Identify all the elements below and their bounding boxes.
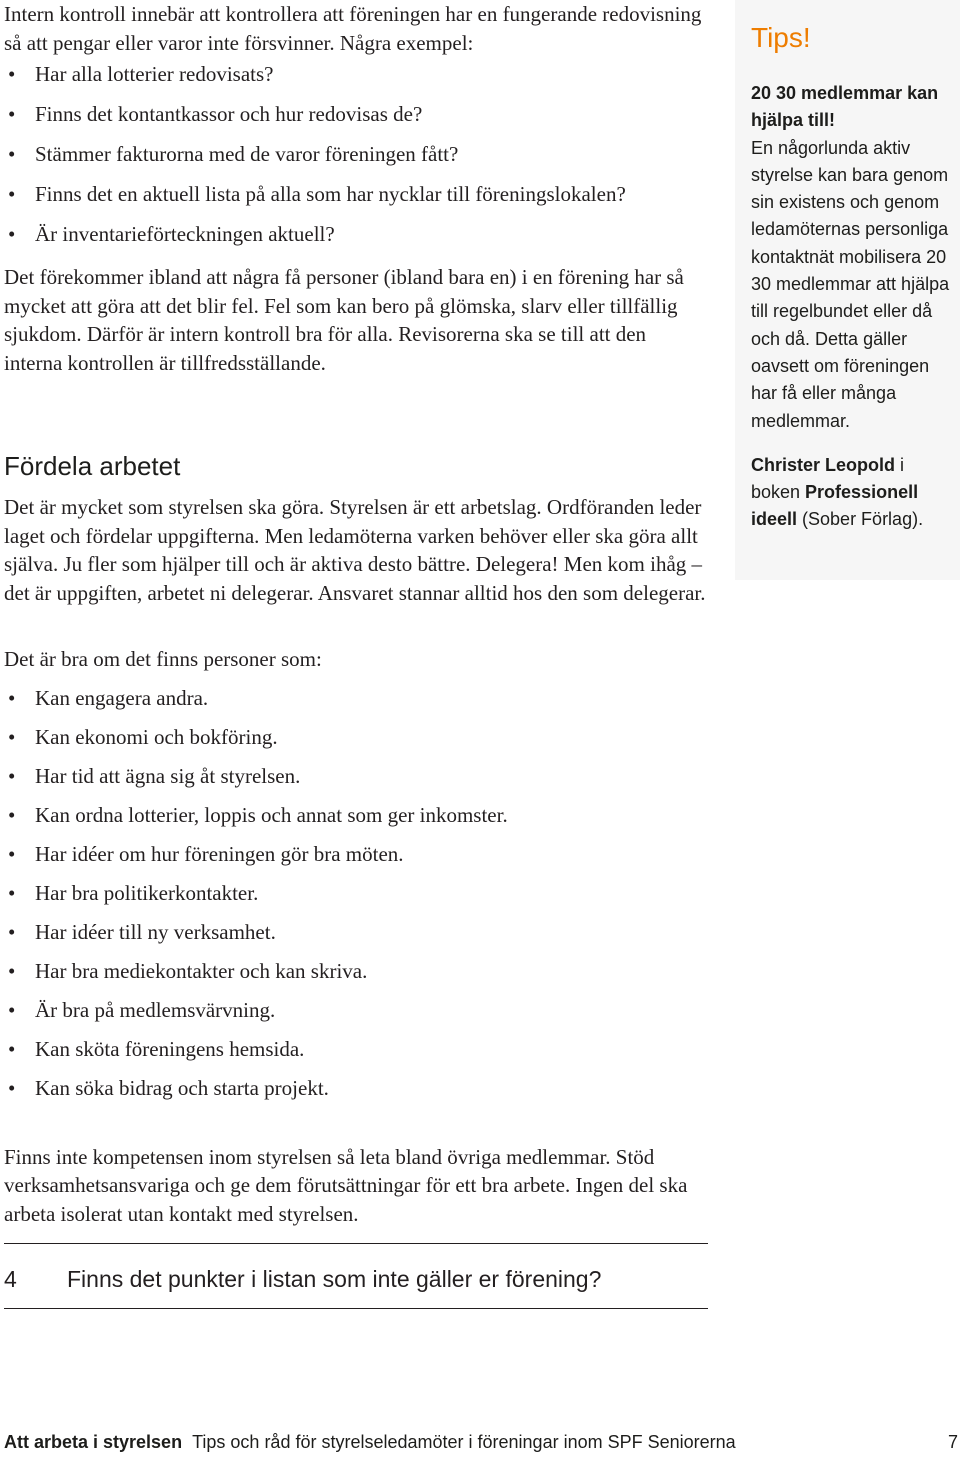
intro-paragraph: Intern kontroll innebär att kontrollera att föreningen har en fungerande redovisning så att pengar eller varor inte försvinner. Några exempel: [4,2,702,55]
source-publisher: (Sober Förlag). [797,509,924,530]
question-number: 4 [4,1266,17,1292]
list-item: • Kan ordna lotterier, loppis och annat som ger inkomster. [4,801,708,840]
list-item: • Finns det en aktuell lista på alla som har nycklar till föreningslokalen? [4,180,708,220]
tips-body [751,80,956,534]
list-item: • Kan sköta föreningens hemsida. [4,1035,708,1074]
paragraph-competence: Finns inte kompetensen inom styrelsen så leta bland övriga medlemmar. Stöd verksamhetsansvariga och ge dem förutsättningar för ett bra arbete. Ingen del ska arbeta isolerat utan kontakt med styrelsen. [4,1144,688,1226]
list-item: • Har bra mediekontakter och kan skriva. [4,957,708,996]
page-number: 7 [947,1432,958,1452]
page-footer [4,1430,960,1454]
tips-headline: 20 30 medlemmar kan hjälpa till! [751,83,939,131]
footer-title: Att arbeta i styrelsen [4,1432,183,1452]
tips-text: En någorlunda aktiv styrelse kan bara genom sin existens och genom ledamöternas personliga kontaktnät mobilisera 20 30 medlemmar att hjälpa till regelbundet eller då och då. Detta gäller oavsett om föreningen har få eller många medlemmar. [751,137,950,431]
intro-list [4,60,708,260]
list-item: • Kan ekonomi och bokföring. [4,723,708,762]
source-connector: i boken [751,454,905,503]
question-text: Finns det punkter i listan som inte gäller er förening? [67,1266,602,1292]
list-item: • Kan söka bidrag och starta projekt. [4,1074,708,1113]
list-item: • Har alla lotterier redovisats? [4,60,708,100]
tips-source [751,452,956,534]
list-item: • Är inventarieförteckningen aktuell? [4,220,708,260]
paragraph-delegate: Det är mycket som styrelsen ska göra. Styrelsen är ett arbetslag. Ordföranden leder laget och fördelar uppgifterna. Men ledamöterna varken behöver eller ska göra allt själva. Ju fler som hjälper till och är aktiva desto bättre. Delegera! Men kom ihåg – det är uppgiften, arbetet ni delegerar. Ansvaret stannar alltid hos den som delegerar. [4,495,706,605]
list-item: • Har tid att ägna sig åt styrelsen. [4,762,708,801]
source-book: Professionell ideell [751,482,919,530]
list-item: • Har bra politikerkontakter. [4,879,708,918]
paragraph-internal-control: Det förekommer ibland att några få personer (ibland bara en) i en förening har så mycket att göra att det blir fel. Fel som kan bero på glömska, slarv eller tillfällig sjukdom. Därför är intern kontroll bra för alla. Revisorerna ska se till att den interna kontrollen är tillfredsställande. [4,265,684,375]
tips-sidebar [735,0,960,580]
main-column [4,0,708,1228]
tips-title: Tips! [751,22,811,53]
list-item: • Har idéer till ny verksamhet. [4,918,708,957]
footer-subtitle: Tips och råd för styrelseledamöter i föreningar inom SPF Seniorerna [192,1432,736,1452]
list-item: • Finns det kontantkassor och hur redovisas de? [4,100,708,140]
discussion-question [4,1243,708,1309]
list-item: • Är bra på medlemsvärvning. [4,996,708,1035]
list-item: • Kan engagera andra. [4,684,708,723]
list-item: • Har idéer om hur föreningen gör bra möten. [4,840,708,879]
paragraph-persons-intro: Det är bra om det finns personer som: [4,647,322,671]
list-item: • Stämmer fakturorna med de varor föreningen fått? [4,140,708,180]
section-heading: Fördela arbetet [4,451,181,481]
source-author: Christer Leopold [751,454,896,475]
qualities-list [4,684,708,1113]
